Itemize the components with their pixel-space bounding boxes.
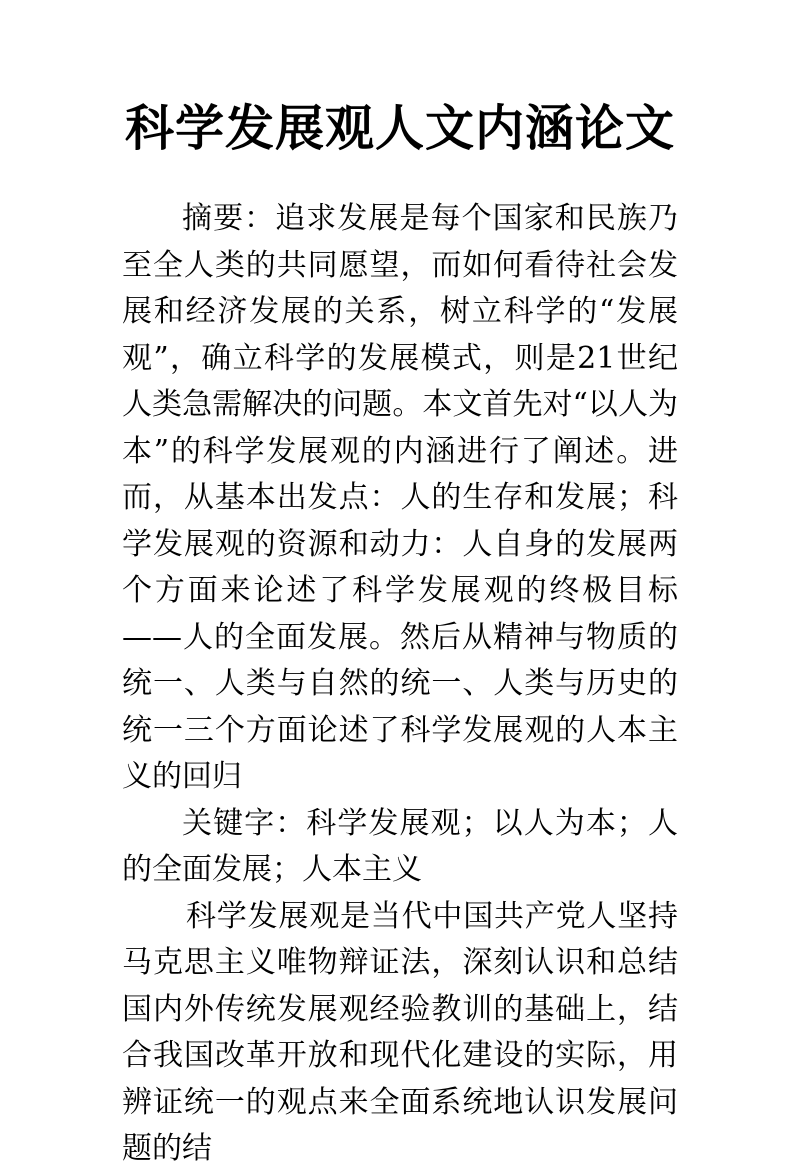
abstract-paragraph: 摘要：追求发展是每个国家和民族乃至全人类的共同愿望，而如何看待社会发展和经济发展的关系，树立科学的“发展观”，确立科学的发展模式，则是21世纪人类急需解决的问题。本文首先对“以人为本”的科学发展观的内涵进行了阐述。进而，从基本出发点：人的生存和发展；科学发展观的资源和动力：人自身的发展两个方面来论述了科学发展观的终极目标——人的全面发展。然后从精神与物质的统一、人类与自然的统一、人类与历史的统一三个方面论述了科学发展观的人本主义的回归: [122, 201, 678, 794]
keywords-paragraph: 关键字：科学发展观；以人为本；人的全面发展；人本主义: [122, 805, 678, 887]
document-title: 科学发展观人文内涵论文: [124, 99, 675, 157]
body-paragraph: 科学发展观是当代中国共产党人坚持马克思主义唯物辩证法，深刻认识和总结国内外传统发展观经验教训的基础上，结合我国改革开放和现代化建设的实际，用辨证统一的观点来全面系统地认识发展问题的结: [122, 898, 678, 1166]
document-body: [122, 196, 678, 1173]
